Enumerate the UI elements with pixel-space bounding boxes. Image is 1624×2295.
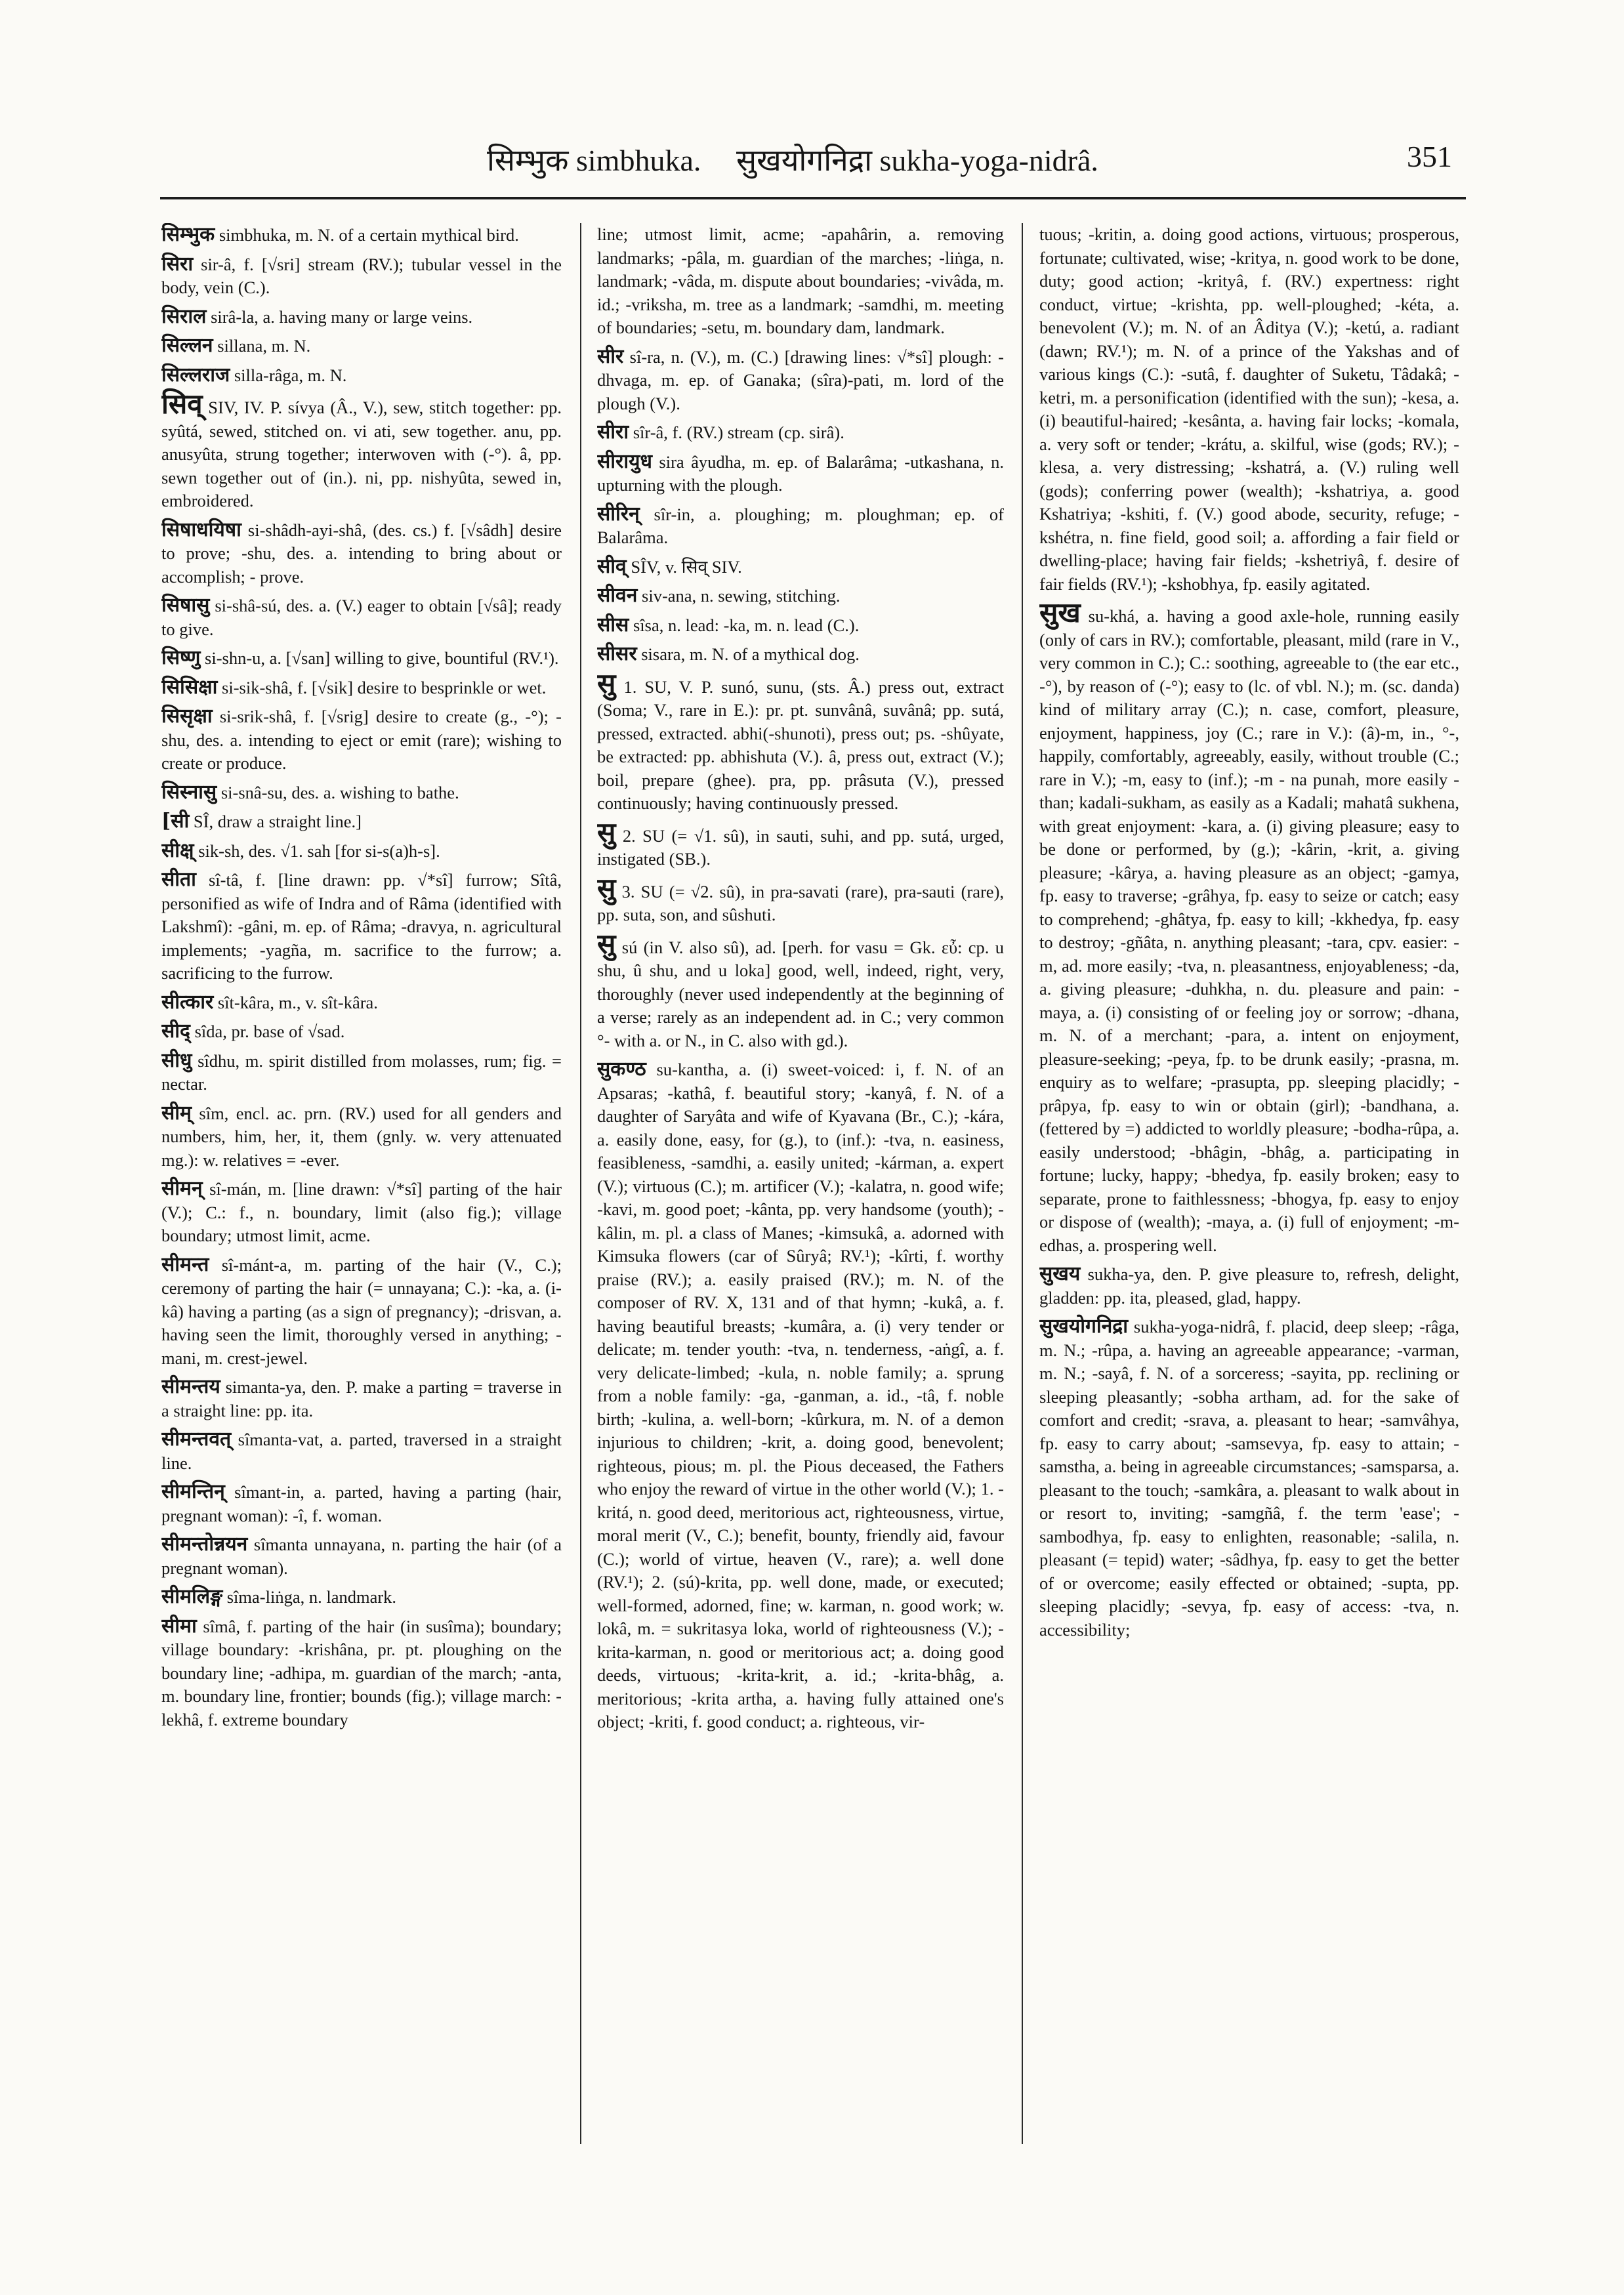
definition-text: a. having a good axle-hole, running easily (only of cars in RV.); comfortable, pleasant, mild (rare in V., very common in C.); C.: soothing, agreeable to (the ear etc., -°), by reason of (-°); easy to (lc. of vbl. N.); m. (sc. danda) kind of military array (C.); n. case, comfort, pleasure, enjoyment, happiness, joy (C.; rare in V.): (â)-m, in., °-, happily, comfortably, agreeably, easily, without trouble (C.; rare in V.); -m, easy to (inf.); -m - na punah, more easily - than; kadali-sukham, as easily as a Kadali; mahatâ sukhena, with great enjoyment: -kara, a. (i) giving pleasure; easy to be done or performed, by (g.); -kârin, -krit, a. giving pleasure; -kârya, a. having pleasure as an object; -gamya, fp. easy to traverse; -grâhya, fp. easy to seize or catch; easy to comprehend; -ghâtya, fp. easy to kill; -kkhedya, fp. easy to destroy; -gñâta, n. anything pleasant; -tara, cpv. easier: -m, ad. more easily; -tva, n. pleasantness, enjoyableness; -da, a. giving pleasure; -duhkha, n. du. pleasure and pain: -maya, a. (i) consisting of or feeling joy or sorrow; -dhana, m. N. of a merchant; -para, a. intent on enjoyment, pleasure-seeking; -peya, fp. to be drunk easily; -prasna, m. enquiry as to welfare; -prasupta, pp. sleeping placidly; -prâpya, fp. easy to win or obtain (girl); -bandhana, a. (fettered by =) addicted to worldly pleasure; -bodha-rûpa, a. easily understood; -bhâgin, -bhâg, a. participating in fortune; lucky, happy; -bhedya, fp. easily broken; easy to separate, prone to faithlessness; -bhogya, fp. easy to enjoy or dispose of (wealth); -maya, a. (i) full of enjoyment; -m-edhas, a. prospering well. — [1039, 606, 1459, 1255]
transliteration: sît-kâra, — [217, 992, 274, 1012]
transliteration: sirâ-la, — [211, 306, 259, 327]
transliteration: sîsa, — [633, 615, 664, 635]
column-divider — [1022, 223, 1023, 2144]
headword: सीवन — [597, 584, 638, 607]
definition-text: den. P. make a parting = traverse in a straight line: pp. ita. — [161, 1377, 562, 1420]
dictionary-entry — [597, 450, 1004, 497]
dictionary-entry — [597, 613, 1004, 638]
dictionary-entry — [161, 868, 562, 985]
definition-text: f. [√sri] stream (RV.); tubular vessel in the body, vein (C.). — [161, 254, 562, 297]
transliteration: sîmant-in, — [234, 1482, 304, 1502]
dictionary-entry — [597, 584, 1004, 608]
definition-text: m. spirit distilled from molasses, rum; fig. = nectar. — [161, 1050, 562, 1094]
headword: सिष्णु — [161, 646, 201, 669]
definition-text: f. [√srig] desire to create (g., -°); -shu, des. a. intending to eject or emit (rare); wishing to create or produce. — [161, 707, 562, 773]
definition-text: des. a. wishing to bathe. — [291, 782, 459, 802]
headword: सीमन्तिन् — [161, 1480, 225, 1503]
headword: सिषाधयिषा — [161, 518, 241, 541]
headword: सीमन् — [161, 1177, 203, 1200]
definition-text: m. [line drawn: √*sî] parting of the hair (V.); C.: f., n. boundary, limit (also fig.); village boundary; utmost limit, acme. — [161, 1179, 562, 1245]
dictionary-entry — [597, 421, 1004, 445]
headword: सीता — [161, 868, 196, 891]
dictionary-entry — [161, 1585, 562, 1609]
dictionary-entry — [1039, 223, 1459, 596]
definition-text: n. landmark. — [308, 1587, 397, 1607]
headword: सुकण्ठ — [597, 1058, 646, 1081]
transliteration: SÎ, — [193, 812, 214, 831]
definition-text: n. lead: -ka, m. n. lead (C.). — [667, 615, 860, 635]
dictionary-entry — [597, 667, 1004, 816]
definition-text: v. सिव् SIV. — [665, 556, 742, 577]
definition-text: m. ep. of Balarâma; -utkashana, n. upturning with the plough. — [597, 451, 1004, 495]
headword: सुख — [1039, 596, 1081, 629]
transliteration: siv-ana, — [642, 586, 697, 606]
headword: सुखय — [1039, 1262, 1081, 1285]
definition-text: den. P. give pleasure to, refresh, delight, gladden: pp. ita, pleased, glad, happy. — [1039, 1264, 1459, 1308]
headword: सु — [597, 816, 616, 848]
dictionary-entry — [161, 781, 562, 805]
definition-text: des. √1. sah [for si-s(a)h-s]. — [248, 840, 440, 861]
dictionary-entry — [161, 305, 562, 329]
dictionary-entry — [161, 1049, 562, 1096]
headword: सु — [597, 667, 616, 699]
transliteration: sîmanta unnayana, — [253, 1535, 386, 1554]
transliteration: sî-ra, — [629, 346, 665, 367]
headword: सीक्ष् — [161, 838, 194, 862]
definition-text: pr. base of √sad. — [231, 1022, 345, 1041]
dictionary-entry — [161, 1480, 562, 1527]
dictionary-entry — [161, 1020, 562, 1044]
transliteration: sîda, — [194, 1022, 227, 1041]
headword: सीद् — [161, 1020, 190, 1043]
definition-text: f. [√sik] desire to besprinkle or wet. — [297, 677, 547, 697]
transliteration: sillana, — [217, 336, 268, 356]
definition-text: a. parted, having a parting (hair, pregnant woman): -î, f. woman. — [161, 1482, 562, 1525]
page-number: 351 — [1407, 140, 1452, 173]
transliteration: si-shâ-sú, — [215, 596, 281, 615]
headword: सीरिन् — [597, 502, 640, 526]
headword: सीत्कार — [161, 990, 214, 1014]
definition-text: m. N. — [271, 336, 311, 356]
headword: सिल्लन — [161, 334, 213, 357]
definition-text: encl. ac. prn. (RV.) used for all genders and numbers, him, her, it, them (gnly. w. very attenuated mg.): w. relatives = -ever. — [161, 1103, 562, 1170]
headword: सीरा — [597, 421, 629, 444]
transliteration: sî-mánt-a, — [221, 1254, 292, 1275]
transliteration: silla-râga, — [234, 365, 304, 385]
dictionary-entry — [161, 676, 562, 700]
headword: सिसृक्षा — [161, 705, 213, 728]
definition-text: (in V. also sû), ad. [perh. for vasu = Gk. εὖ: cp. u shu, û shu, and u loka] good, well, indeed, right, very, thoroughly (never used independently at the beginning of a verse; rarely as an independent ad. in C.; very common °- with a. or N., in C. also with gd.). — [597, 937, 1004, 1050]
transliteration: simbhuka, — [219, 225, 291, 245]
dictionary-entry — [597, 816, 1004, 871]
transliteration: sukha-yoga-nidrâ, — [1133, 1317, 1260, 1336]
dictionary-entry — [161, 705, 562, 775]
dictionary-entry — [161, 1102, 562, 1172]
dictionary-entry — [597, 871, 1004, 927]
dictionary-entry — [1039, 1315, 1459, 1642]
definition-text: a. ploughing; m. ploughman; ep. of Balarâma. — [597, 504, 1004, 547]
dictionary-entry — [161, 363, 562, 388]
transliteration: si-snâ-su, — [220, 782, 287, 802]
headword: सीमन्त — [161, 1252, 209, 1276]
headword: सीम् — [161, 1101, 192, 1125]
definition-text: f. parting of the hair (in susîma); boundary; village boundary: -krishâna, pr. pt. ploughing on the boundary line; -adhipa, m. guardian of the march; -anta, m. boundary line, frontier; bounds (fig.); village march: -lekhâ, f. extreme boundary — [161, 1616, 562, 1729]
headword: सिराल — [161, 304, 207, 328]
headword: सु — [597, 927, 616, 960]
transliteration: su-khá, — [1088, 606, 1139, 626]
transliteration: sik-sh, — [198, 840, 245, 861]
column-1 — [161, 223, 562, 2144]
dictionary-entry — [597, 345, 1004, 416]
definition-text: n. sewing, stitching. — [700, 586, 841, 606]
transliteration: sîmanta-vat, — [238, 1430, 323, 1449]
headword: सीसर — [597, 642, 637, 665]
dictionary-entry — [597, 642, 1004, 667]
transliteration: sîr-â, — [633, 423, 668, 442]
transliteration: sîr-in, — [654, 504, 695, 524]
transliteration: si-sik-shâ, — [222, 677, 293, 697]
definition-text: m. parting of the hair (V., C.); ceremony of parting the hair (= unnayana; C.): -ka, a. (i-kâ) having a parting (as a sign of pregnancy); -drisvan, a. having seen the limit, thoroughly versed in anything; -mani, m. crest-jewel. — [161, 1254, 562, 1368]
dictionary-entry — [161, 1428, 562, 1475]
headword: सिरा — [161, 252, 194, 276]
definition-text: n. parting the hair (of a pregnant woman). — [161, 1535, 562, 1578]
transliteration: SÎV, — [631, 556, 661, 577]
dictionary-entry — [161, 334, 562, 358]
dictionary-entry — [597, 927, 1004, 1053]
transliteration: sú — [621, 937, 638, 957]
definition-text: sew, stitch together: pp. syûtá, sewed, stitched on. vi ati, sew together. anu, pp. anusyûta, strung together; interwoven with (-°). â, pp. sewn together out of (in.). ni, pp. nishyûta, sewed in, embroidered. — [161, 398, 562, 510]
dictionary-entry — [161, 839, 562, 863]
transliteration: si-shâdh-ayi-shâ, — [247, 520, 367, 540]
headword: सिस्नासु — [161, 780, 217, 804]
transliteration: sira âyudha, — [659, 451, 746, 472]
transliteration: 1. SU, V. P. sunó, sunu, — [623, 676, 804, 697]
transliteration: sir-â, — [201, 254, 236, 274]
headword: सीमा — [161, 1614, 197, 1638]
headword: सिसिक्षा — [161, 675, 218, 699]
running-header — [172, 139, 1452, 186]
definition-text: f. placid, deep sleep; -râga, m. N.; -rûpa, a. having an agreeable appearance; -varman, m. N.; -sayâ, f. N. of a sorceress; -sayita, pp. reclining or sleeping pleasantly; -sobha artham, ad. for the sake of comfort and credit; -srava, a. pleasant to hear; -samvâhya, fp. easy to carry about; -samsevya, fp. easy to attain; -samstha, a. being in agreeable circumstances; -samsparsa, a. pleasant to the touch; -samkâra, a. pleasant to walk about in or resort to, inviting; -samgñâ, f. the term 'ease'; -sambodhya, fp. easy to enlighten, reasonable; -salila, n. pleasant (= tepid) water; -sâdhya, fp. easy to get the better of or overcome; easily effected or obtained; -supta, pp. sleeping placidly; -sevya, fp. easy of access: -tva, n. accessibility; — [1039, 1317, 1459, 1640]
transliteration: sîdhu, — [198, 1050, 240, 1071]
headword: सु — [597, 871, 616, 904]
headword: सिम्भुक — [161, 223, 215, 246]
column-2 — [597, 223, 1004, 2144]
transliteration: si-srik-shâ, — [219, 707, 297, 726]
headword: सीरायुध — [597, 449, 652, 473]
dictionary-entry — [161, 594, 562, 641]
headword: सीस — [597, 613, 629, 636]
headword: सीधु — [161, 1048, 192, 1072]
transliteration: sî-tâ, — [208, 870, 243, 890]
headword: सीमन्तय — [161, 1375, 220, 1398]
transliteration: sîm, — [199, 1103, 229, 1123]
dictionary-entry — [1039, 596, 1459, 1257]
dictionary-entry — [161, 1533, 562, 1580]
dictionary-entry — [161, 253, 562, 300]
definition-text: a. having many or large veins. — [262, 306, 473, 327]
transliteration: SIV, IV. P. sívya (Â., V.), — [208, 398, 388, 417]
dictionary-entry — [597, 555, 1004, 579]
headword: [सी — [161, 810, 190, 833]
headword: सीर — [597, 344, 624, 368]
column-3 — [1039, 223, 1459, 2144]
definition-text: (des. cs.) f. [√sâdh] desire to prove; -shu, des. a. intending to bring about or accomplish; - prove. — [161, 520, 562, 587]
header-left-guideword: सिम्भुक simbhuka. — [487, 144, 701, 177]
dictionary-entry — [161, 991, 562, 1015]
headword: सिव् — [161, 388, 203, 420]
dictionary-entry — [161, 1177, 562, 1248]
definition-text: line; utmost limit, acme; -apahârin, a. removing landmarks; -pâla, m. guardian of the marches; -liṅga, n. landmark; -vâda, m. dispute about boundaries; -vivâda, m. id.; -vriksha, m. tree as a landmark; -samdhi, m. meeting of boundaries; -setu, m. boundary dam, landmark. — [597, 224, 1004, 337]
dictionary-entry — [597, 223, 1004, 340]
dictionary-entry — [1039, 1262, 1459, 1310]
definition-text: m. N. of a mythical dog. — [689, 644, 860, 664]
definition-text: (sts. Â.) press out, extract (Soma; V., rare in E.): pr. pt. sunvânâ, suvânâ; pp. sutá, pressed, extracted. abhi(-shunoti), press out; ps. -shûyate, be extracted: pp. abhishuta (V.). â, press out, extract (V.); boil, prepare (ghee). pra, pp. prâsuta (V.), pressed continuously; having continuously pressed. — [597, 676, 1004, 813]
headword: सीमलिङ्ग — [161, 1585, 223, 1608]
transliteration: sî-mán, — [209, 1179, 261, 1199]
dictionary-entry — [161, 1375, 562, 1422]
header-right-guideword: सुखयोगनिद्रा sukha-yoga-nidrâ. — [736, 144, 1098, 177]
definition-text: in pra-savati (rare), pra-sauti (rare), pp. suta, son, and sûshuti. — [597, 881, 1004, 924]
column-divider — [580, 223, 581, 2144]
headword: सीमन्तोन्नयन — [161, 1533, 248, 1556]
headword: सुखयोगनिद्रा — [1039, 1315, 1128, 1338]
dictionary-entry — [161, 1253, 562, 1371]
dictionary-entry — [597, 1058, 1004, 1734]
transliteration: sisara, — [641, 644, 686, 664]
dictionary-entry — [161, 646, 562, 671]
definition-text: a. (i) sweet-voiced: i, f. N. of an Apsaras; -kathâ, f. beautiful story; -kanyâ, f. N. of a daughter of Saryâta and wife of Kyavana (Br., C.); -kára, a. easily done, easy, for (g.), to (inf.): -tva, n. easiness, feasibleness, -samdhi, a. easily united; -kárman, a. expert (V.); virtuous (C.); m. artificer (V.); -kalatra, n. good wife; -kavi, m. good poet; -kânta, pp. very handsome (youth); -kâlin, m. pl. a class of Manes; -kimsukâ, a. adorned with Kimsuka flowers (car of Sûryâ; RV.¹); -kîrti, f. worthy praise (RV.); a. easily praised (RV.); m. N. of the composer of RV. X, 131 and of that hymn; -kukâ, a. f. having beautiful breasts; -kumâra, a. (i) very tender or delicate; m. tender youth: -tva, n. tenderness, -aṅgî, a. f. very delicate-limbed; -kula, n. noble family; a. sprung from a noble family: -ga, -ganman, a. id., -tâ, f. noble birth; -kulina, a. well-born; -kûrkura, m. N. of a demon injurious to children; -krit, a. doing good, benevolent; righteous, pious; m. pl. the Pious deceased, the Fathers who enjoy the reward of virtue in the other world (V.); 1. -kritá, n. good deed, meritorious act, righteousness, virtue, moral merit (V., C.); benefit, bounty, friendly aid, favour (C.); world of virtue, heaven (V., rare); a. well done (RV.¹); 2. (sú)-krita, pp. well done, made, or executed; well-formed, adorned, fine; w. karman, n. good work; w. lokâ, m. = sukritasya loka, world of righteousness (V.); -krita-karman, n. good or meritorious act; a. doing good deeds, virtuous; -krita-krit, a. id.; -krita-bhâg, a. meritorious; -krita artha, a. having fully attained one's object; -kriti, f. good conduct; a. righteous, vir- — [597, 1060, 1004, 1731]
dictionary-entry — [161, 518, 562, 589]
definition-text: m. N. — [307, 365, 347, 385]
definition-text: a. parted, traversed in a straight line. — [161, 1430, 562, 1473]
headword: सिषासु — [161, 594, 210, 617]
dictionary-entry — [161, 223, 562, 247]
definition-text: in sauti, suhi, and pp. sutá, urged, instigated (SB.). — [597, 825, 1004, 869]
transliteration: simanta-ya, — [225, 1377, 306, 1397]
transliteration: si-shn-u, — [205, 648, 266, 668]
transliteration: sîmâ, — [203, 1616, 241, 1636]
transliteration: 3. SU (= √2. sû), — [621, 881, 745, 901]
definition-text: draw a straight line.] — [217, 812, 362, 831]
dictionary-entry — [161, 810, 562, 834]
dictionary-entry — [597, 503, 1004, 550]
headword: सीव् — [597, 554, 627, 578]
definition-text: n. (V.), m. (C.) [drawing lines: √*sî] plough: -dhvaga, m. ep. of Ganaka; (sîra)-pati, m. lord of the plough (V.). — [597, 346, 1004, 413]
transliteration: su-kantha, — [656, 1060, 729, 1079]
dictionary-entry — [161, 1615, 562, 1732]
definition-text: des. a. (V.) eager to obtain [√sâ]; ready to give. — [161, 596, 562, 639]
transliteration: 2. SU (= √1. sû), — [622, 825, 749, 846]
transliteration: sukha-ya, — [1087, 1264, 1155, 1284]
definition-text: m., v. sît-kâra. — [278, 992, 378, 1012]
definition-text: a. [√san] willing to give, bountiful (RV.¹). — [269, 648, 559, 668]
headword: सिल्लराज — [161, 363, 230, 386]
definition-text: f. [line drawn: pp. √*sî] furrow; Sîtâ, personified as wife of Indra and of Râma (identified with Lakshmî): -gâni, m. ep. of Râma; -dravya, n. agricultural implements; -yagña, m. sacrifice to the furrow; a. sacrificing to the furrow. — [161, 870, 562, 983]
headword: सीमन्तवत् — [161, 1428, 232, 1451]
definition-text: tuous; -kritin, a. doing good actions, virtuous; prosperous, fortunate; cultivated, wise; -kritya, n. good work to be done, duty; good action; -krityâ, f. (RV.) expertness: right conduct, virtue; -krishta, pp. well-ploughed; -kéta, a. benevolent (V.); m. N. of an Âditya (V.); -ketú, a. radiant (dawn; RV.¹); m. N. of a prince of the Yakshas and of various kings (C.): -sutâ, f. daughter of Suketu, Tâdakâ; -ketri, m. a personification (identified with the sun); -kesa, a. (i) beautiful-haired; -kesânta, a. having fair locks; -komala, a. very soft or tender; -krátu, a. skilful, wise (gods; RV.); -klesa, a. very distressing; -kshatrá, a. (V.) ruling well (gods); conferring power (wealth); -kshatriya, a. good Kshatriya; -kshiti, f. (V.) good abode, security, refuge; -kshétra, n. fine field, good soil; a. affording a fair field or dwelling-place; having fair fields; -kshetriyâ, f. desire of fair fields (RV.¹); -kshobhya, fp. easily agitated. — [1039, 224, 1459, 594]
definition-text: m. N. of a certain mythical bird. — [295, 225, 519, 245]
transliteration: sîma-liṅga, — [226, 1587, 305, 1607]
definition-text: f. (RV.) stream (cp. sirâ). — [672, 423, 844, 442]
header-rule — [160, 197, 1466, 199]
dictionary-entry — [161, 388, 562, 513]
